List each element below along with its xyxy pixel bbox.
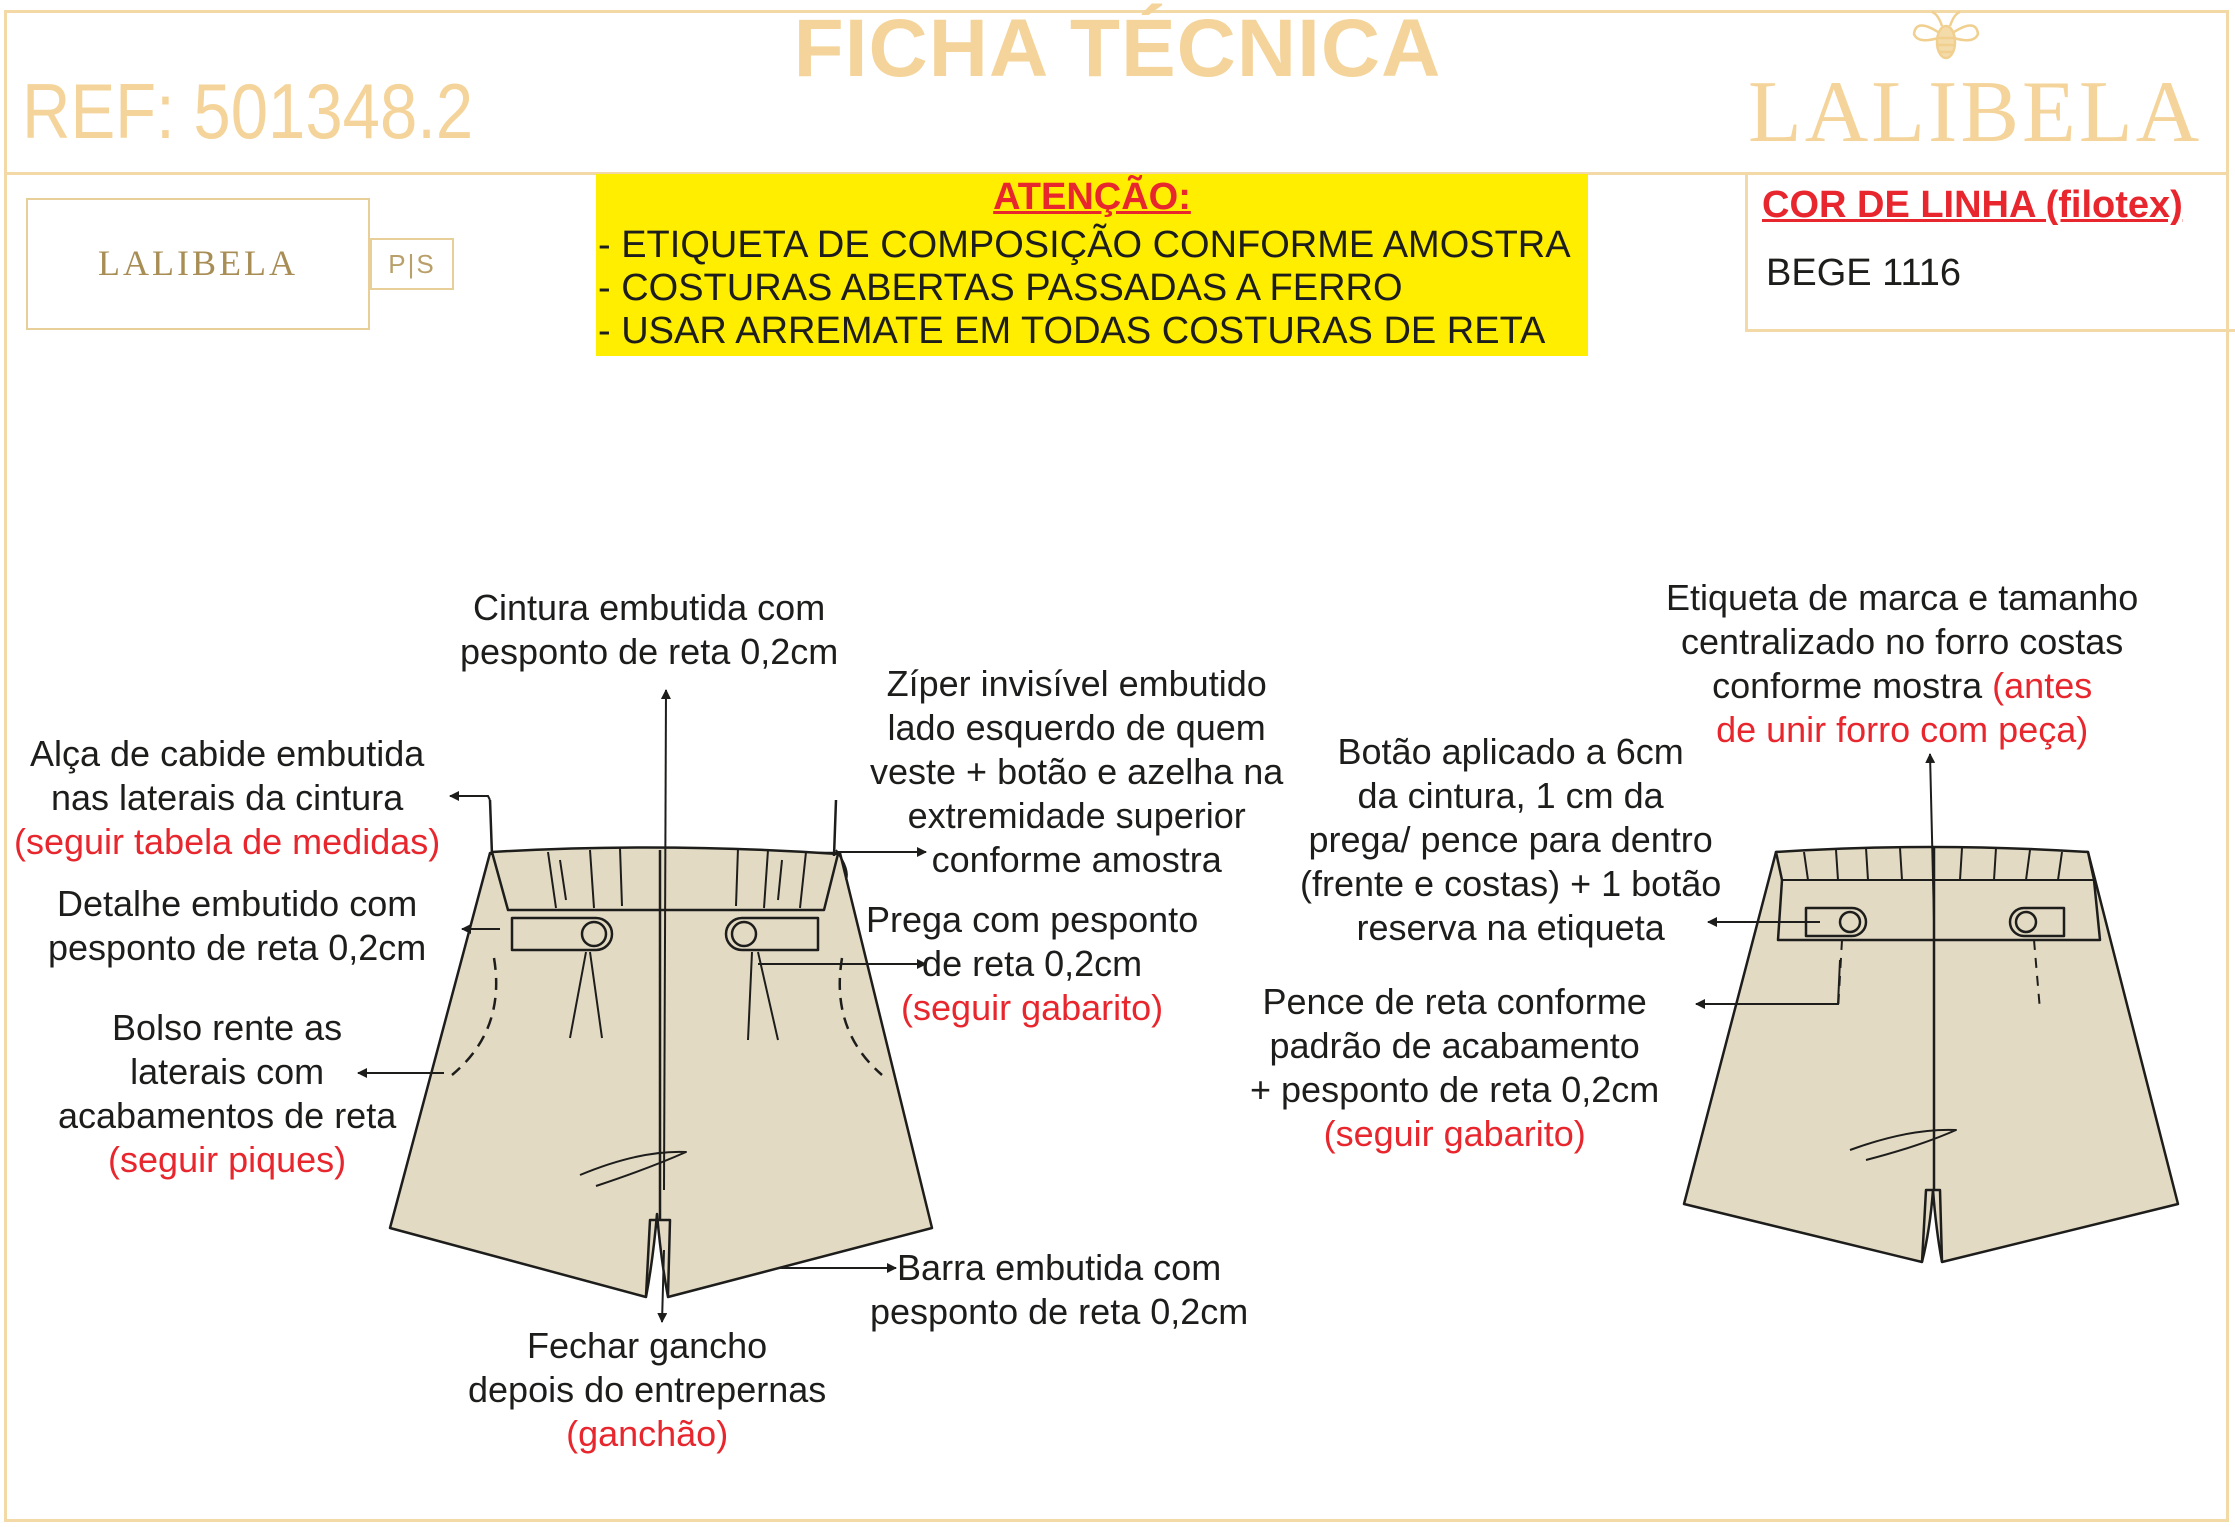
hanger-loop-right: [834, 800, 836, 856]
thread-color-heading: COR DE LINHA (filotex): [1762, 184, 2183, 226]
note-waistband: Cintura embutida com pesponto de reta 0,2cm: [460, 587, 839, 672]
note-dart: Pence de reta conforme padrão de acabamento + pesponto de reta 0,2cm (seguir gabarito): [1250, 981, 1660, 1154]
brand-logo: LALIBELA: [1748, 64, 2203, 161]
hanger-loop-left: [490, 800, 492, 855]
thread-color-value: BEGE 1116: [1766, 252, 1962, 294]
note-pocket: Bolso rente as laterais com acabamentos de reta (seguir piques): [58, 1007, 397, 1180]
size-label-sample: P|S: [370, 238, 454, 290]
note-crotch: Fechar gancho depois do entrepernas (ganchão): [468, 1325, 827, 1454]
attention-line: - COSTURAS ABERTAS PASSADAS A FERRO: [598, 267, 1403, 309]
note-hem: Barra embutida com pesponto de reta 0,2cm: [870, 1247, 1249, 1332]
sheet-title: FICHA TÉCNICA: [793, 3, 1442, 94]
note-button: Botão aplicado a 6cm da cintura, 1 cm da prega/ pence para dentro (frente e costas) + 1 botão reserva na etiqueta: [1300, 731, 1722, 948]
back-right-button: [2016, 912, 2036, 932]
note-hanger-loop: Alça de cabide embutida nas laterais da cintura (seguir tabela de medidas): [14, 733, 441, 862]
brand-label-text: LALIBELA: [98, 243, 298, 283]
reference-code: REF: 501348.2: [22, 67, 474, 155]
shorts-back-view: [1684, 847, 2178, 1262]
shorts-front-view: [390, 800, 932, 1297]
front-right-button: [732, 922, 756, 946]
attention-line: - ETIQUETA DE COMPOSIÇÃO CONFORME AMOSTRA: [598, 224, 1571, 266]
attention-line: - USAR ARREMATE EM TODAS COSTURAS DE RETA: [598, 310, 1546, 352]
note-zipper: Zíper invisível embutido lado esquerdo de quem veste + botão e azelha na extremidade superior conforme amostra: [870, 663, 1284, 880]
note-waist-detail: Detalhe embutido com pesponto de reta 0,2cm: [48, 883, 427, 968]
note-brand-label: Etiqueta de marca e tamanho centralizado no forro costas conforme mostra (antes de unir forro com peça): [1666, 577, 2139, 750]
attention-heading: ATENÇÃO:: [993, 176, 1191, 218]
note-pleat: Prega com pesponto de reta 0,2cm (seguir gabarito): [866, 899, 1199, 1028]
front-left-button: [582, 922, 606, 946]
back-left-button: [1840, 912, 1860, 932]
